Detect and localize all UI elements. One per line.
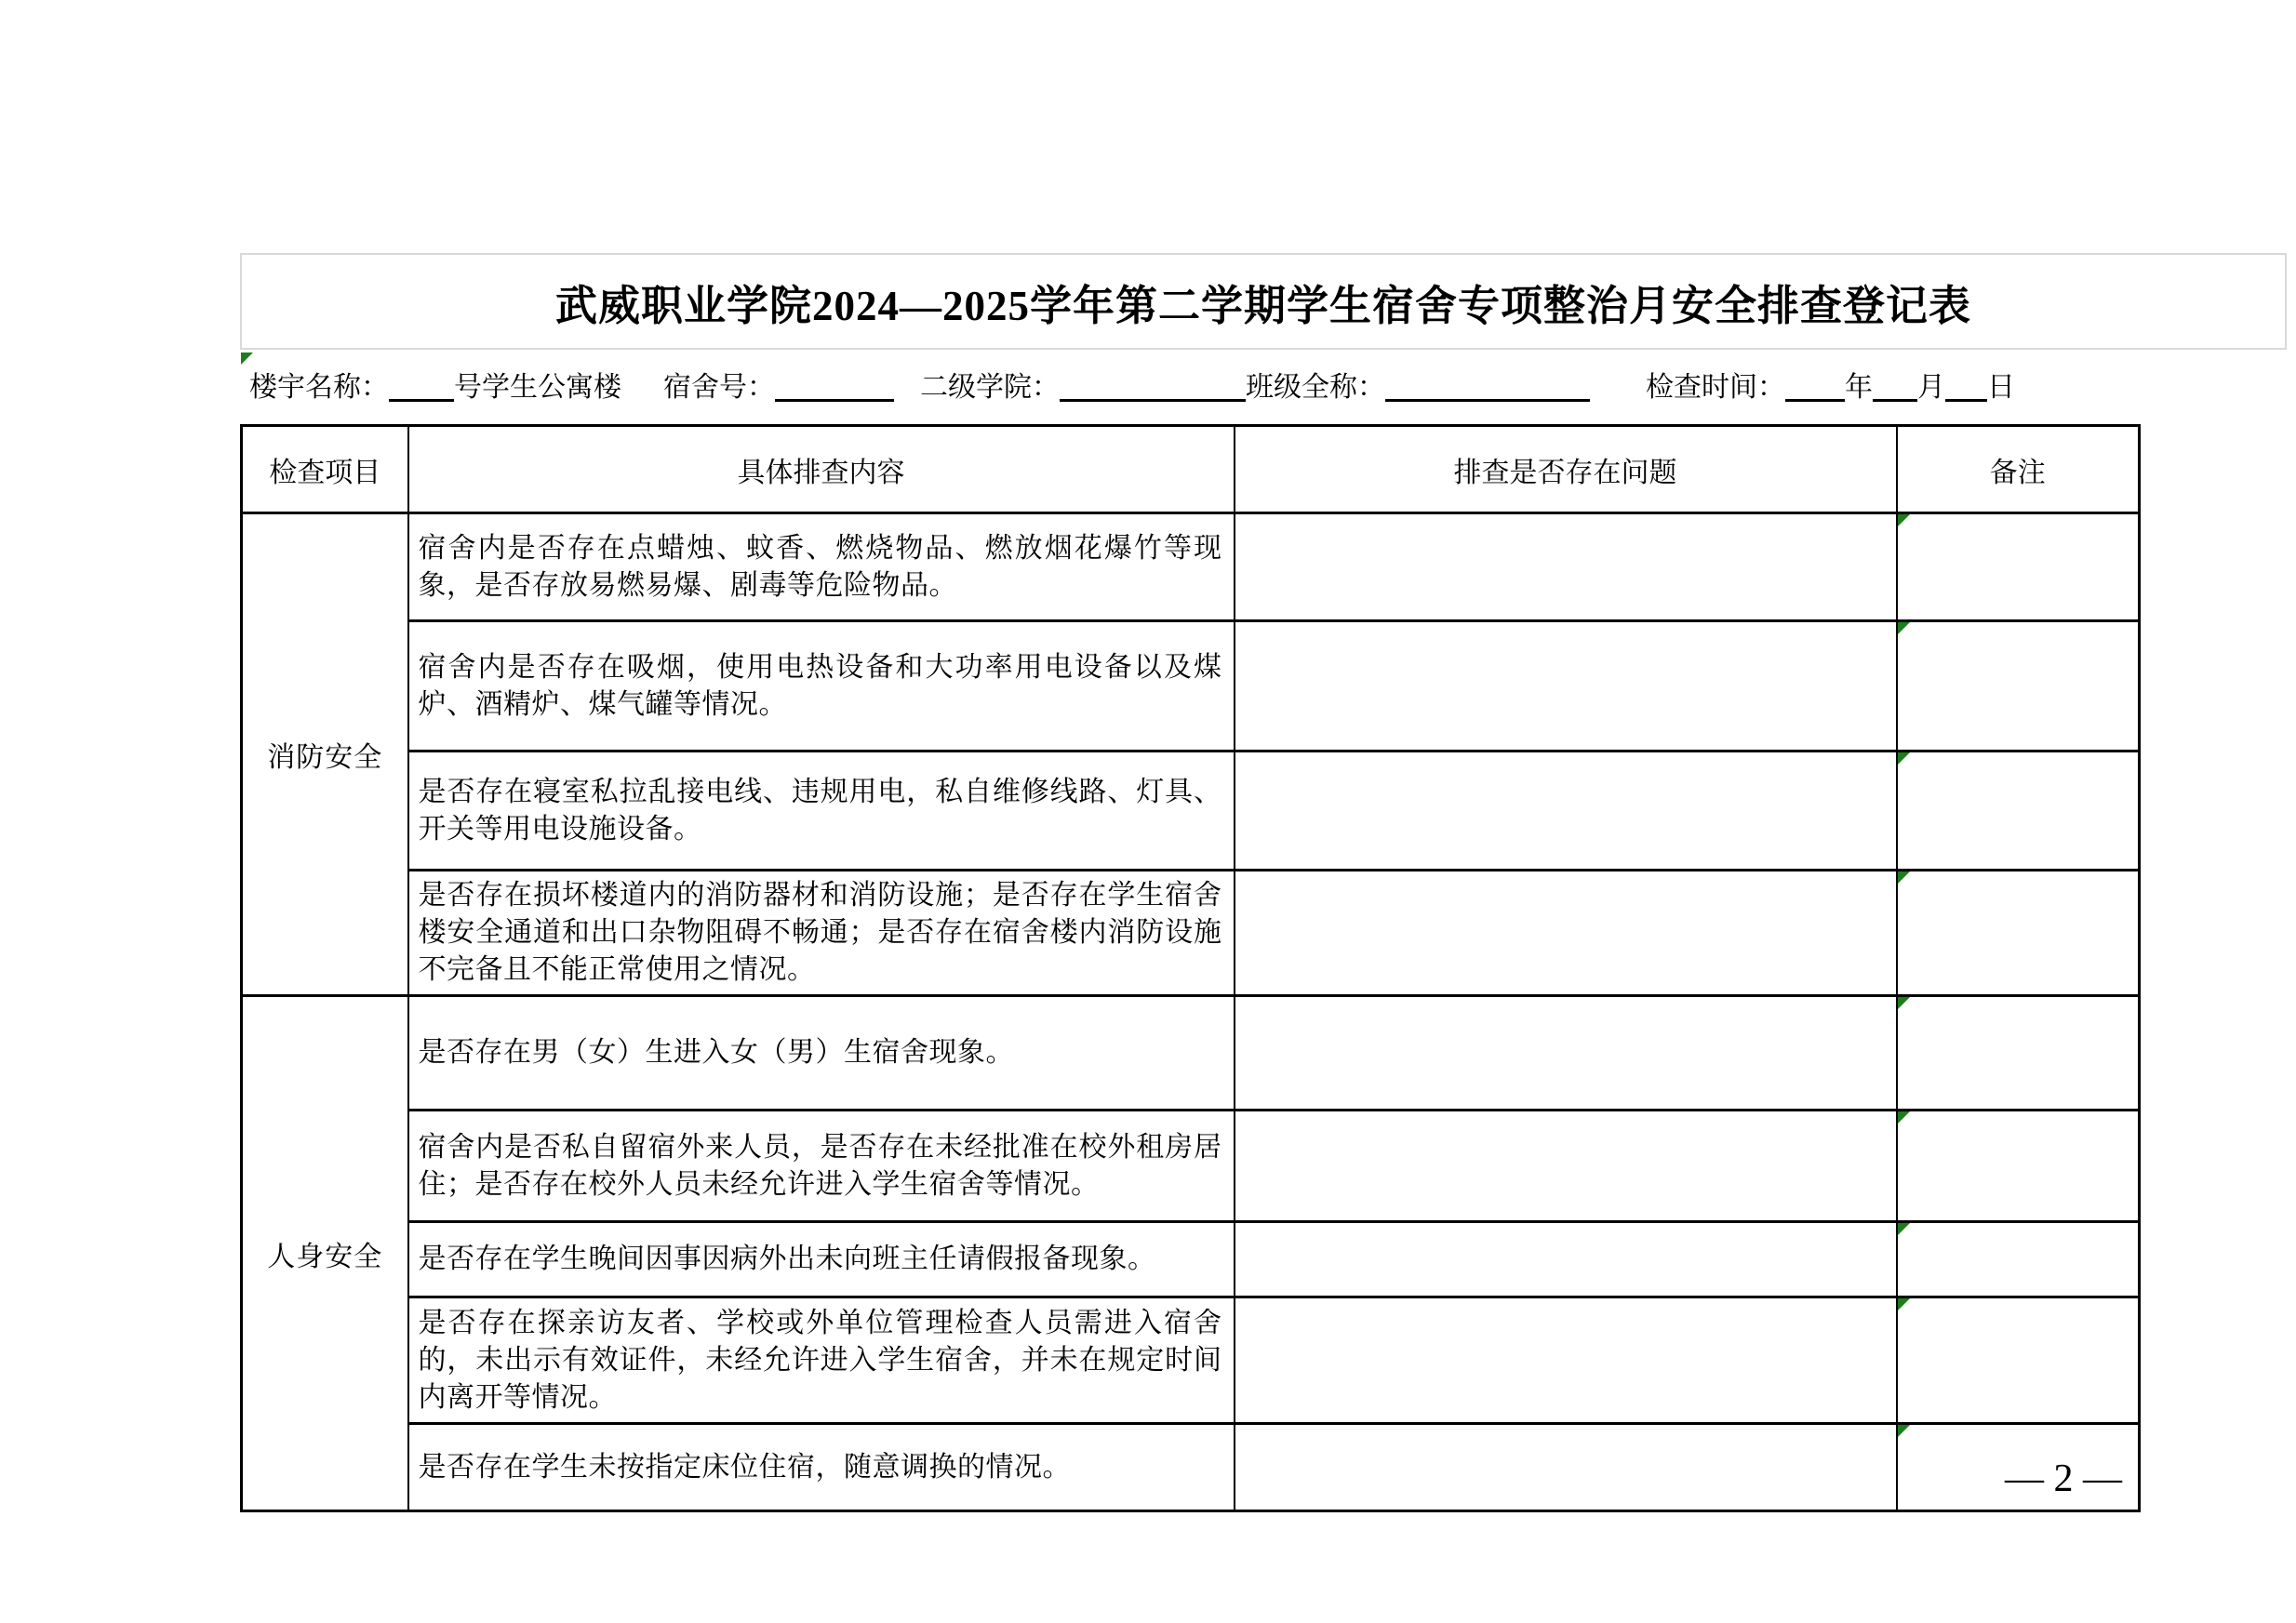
- form-header-line: [249, 352, 2140, 424]
- inspection-item-text: 宿舍内是否存在点蜡烛、蚊香、燃烧物品、燃放烟花爆竹等现象，是否存放易燃易爆、剧毒等危险物品。: [408, 513, 1235, 621]
- remark-entry-cell[interactable]: [1897, 871, 2140, 996]
- class-name-blank[interactable]: [1385, 374, 1590, 402]
- table-header-row: [242, 426, 2140, 513]
- remark-entry-cell[interactable]: [1897, 621, 2140, 752]
- month-blank[interactable]: [1873, 374, 1917, 402]
- problem-entry-cell[interactable]: [1235, 513, 1897, 621]
- problem-entry-cell[interactable]: [1235, 871, 1897, 996]
- table-row: [242, 1297, 2140, 1424]
- category-cell-fire-safety: 消防安全: [242, 513, 408, 996]
- page-number: — 2 —: [2005, 1457, 2122, 1500]
- problem-entry-cell[interactable]: [1235, 1297, 1897, 1424]
- remark-entry-cell[interactable]: [1897, 1222, 2140, 1297]
- college-label: 二级学院：: [920, 372, 1060, 403]
- error-marker-icon: [1898, 514, 1910, 526]
- problem-entry-cell[interactable]: [1235, 621, 1897, 752]
- inspection-item-text: 是否存在学生晚间因事因病外出未向班主任请假报备现象。: [408, 1222, 1235, 1297]
- error-marker-icon: [1898, 1111, 1910, 1124]
- problem-entry-cell[interactable]: [1235, 1222, 1897, 1297]
- problem-entry-cell[interactable]: [1235, 1424, 1897, 1511]
- table-row: [242, 871, 2140, 996]
- inspection-item-text: 宿舍内是否存在吸烟，使用电热设备和大功率用电设备以及煤炉、酒精炉、煤气罐等情况。: [408, 621, 1235, 752]
- day-blank[interactable]: [1945, 374, 1987, 402]
- title-block: [240, 253, 2287, 350]
- error-marker-icon: [1898, 752, 1910, 765]
- building-name-label: 楼宇名称：: [249, 372, 389, 403]
- problem-entry-cell[interactable]: [1235, 752, 1897, 871]
- remark-entry-cell[interactable]: [1897, 1111, 2140, 1222]
- remark-entry-cell[interactable]: [1897, 752, 2140, 871]
- remark-entry-cell[interactable]: [1897, 513, 2140, 621]
- column-header-remark: 备注: [1897, 426, 2140, 513]
- inspection-item-text: 是否存在男（女）生进入女（男）生宿舍现象。: [408, 996, 1235, 1111]
- table-row: [242, 996, 2140, 1111]
- column-header-content: 具体排查内容: [408, 426, 1235, 513]
- year-label: 年: [1845, 372, 1873, 403]
- column-header-category: 检查项目: [242, 426, 408, 513]
- remark-entry-cell[interactable]: [1897, 996, 2140, 1111]
- table-row: [242, 1424, 2140, 1511]
- inspection-item-text: 是否存在学生未按指定床位住宿，随意调换的情况。: [408, 1424, 1235, 1511]
- error-marker-icon: [1898, 871, 1910, 884]
- table-row: [242, 621, 2140, 752]
- inspection-item-text: 是否存在损坏楼道内的消防器材和消防设施；是否存在学生宿舍楼安全通道和出口杂物阻碍不畅通；是否存在宿舍楼内消防设施不完备且不能正常使用之情况。: [408, 871, 1235, 996]
- category-cell-personal-safety: 人身安全: [242, 996, 408, 1511]
- month-label: 月: [1917, 372, 1945, 403]
- building-number-blank[interactable]: [389, 374, 454, 402]
- table-row: [242, 1222, 2140, 1297]
- error-marker-icon: [1898, 1298, 1910, 1310]
- day-label: 日: [1987, 372, 2015, 403]
- table-row: [242, 752, 2140, 871]
- inspection-item-text: 是否存在探亲访友者、学校或外单位管理检查人员需进入宿舍的，未出示有效证件，未经允许进入学生宿舍，并未在规定时间内离开等情况。: [408, 1297, 1235, 1424]
- room-number-label: 宿舍号：: [663, 372, 775, 403]
- page-title: 武威职业学院2024—2025学年第二学期学生宿舍专项整治月安全排查登记表: [554, 282, 1971, 329]
- table-row: [242, 1111, 2140, 1222]
- room-number-blank[interactable]: [775, 374, 894, 402]
- error-marker-icon: [1898, 1425, 1910, 1437]
- remark-entry-cell[interactable]: [1897, 1297, 2140, 1424]
- column-header-problem: 排查是否存在问题: [1235, 426, 1897, 513]
- error-marker-icon: [1898, 622, 1910, 634]
- problem-entry-cell[interactable]: [1235, 996, 1897, 1111]
- error-marker-icon: [1898, 997, 1910, 1009]
- inspection-item-text: 宿舍内是否私自留宿外来人员，是否存在未经批准在校外租房居住；是否存在校外人员未经允许进入学生宿舍等情况。: [408, 1111, 1235, 1222]
- class-name-label: 班级全称：: [1246, 372, 1385, 403]
- table-row: [242, 513, 2140, 621]
- inspection-table: [240, 424, 2141, 1512]
- inspection-item-text: 是否存在寝室私拉乱接电线、违规用电，私自维修线路、灯具、开关等用电设施设备。: [408, 752, 1235, 871]
- year-blank[interactable]: [1785, 374, 1845, 402]
- error-marker-icon: [1898, 1223, 1910, 1235]
- problem-entry-cell[interactable]: [1235, 1111, 1897, 1222]
- inspection-time-label: 检查时间：: [1646, 372, 1785, 403]
- college-blank[interactable]: [1060, 374, 1246, 402]
- building-suffix-label: 号学生公寓楼: [454, 372, 621, 403]
